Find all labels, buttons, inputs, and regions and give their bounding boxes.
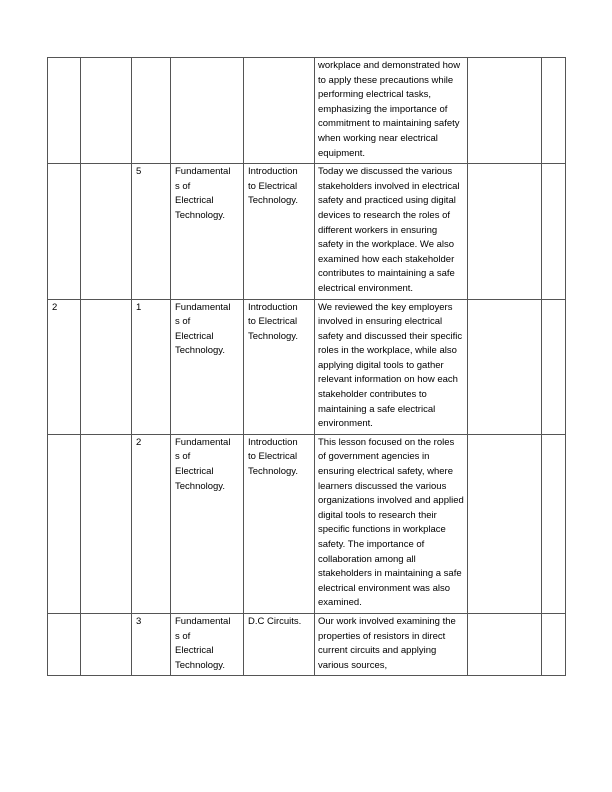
cell-empty [542,613,566,675]
cell-subject: Fundamentals of Electrical Technology. [171,434,244,613]
cell-empty [81,299,132,434]
cell-subject: Fundamentals of Electrical Technology. [171,164,244,299]
cell-lesson-number: 2 [132,434,171,613]
table-row [48,58,566,164]
cell-summary: This lesson focused on the roles of government agencies in ensuring electrical safety, where learners discussed the various organizations involved and applied digital tools to research their specific functions in workplace safety. The importance of collaboration among all stakeholders in maintaining a safe electrical environment was also examined. [315,434,468,613]
cell-week [48,613,81,675]
cell-empty [468,299,542,434]
table-row [48,613,566,675]
table-row [48,434,566,613]
cell-subject: Fundamentals of Electrical Technology. [171,299,244,434]
cell-week: 2 [48,299,81,434]
cell-topic: D.C Circuits. [244,613,315,675]
cell-topic: Introduction to Electrical Technology. [244,434,315,613]
cell-summary: Today we discussed the various stakeholders involved in electrical safety and practiced using digital devices to research the roles of different workers in ensuring safety in the workplace. We also examined how each stakeholder contributes to maintaining a safe electrical environment. [315,164,468,299]
cell-empty [468,164,542,299]
cell-empty [542,299,566,434]
cell-week [48,164,81,299]
cell-topic [244,58,315,164]
cell-empty [468,58,542,164]
cell-empty [81,164,132,299]
cell-lesson-number: 3 [132,613,171,675]
lesson-log-table-body [48,58,566,676]
cell-empty [542,164,566,299]
cell-week [48,58,81,164]
cell-subject: Fundamentals of Electrical Technology. [171,613,244,675]
cell-empty [468,434,542,613]
cell-empty [542,434,566,613]
cell-empty [81,58,132,164]
cell-week [48,434,81,613]
cell-topic: Introduction to Electrical Technology. [244,164,315,299]
cell-summary: workplace and demonstrated how to apply these precautions while performing electrical tasks, emphasizing the importance of commitment to maintaining safety when working near electrical equipment. [315,58,468,164]
cell-summary: Our work involved examining the properties of resistors in direct current circuits and applying various sources, [315,613,468,675]
table-row [48,299,566,434]
cell-lesson-number: 1 [132,299,171,434]
cell-lesson-number: 5 [132,164,171,299]
cell-subject [171,58,244,164]
cell-empty [81,613,132,675]
cell-empty [468,613,542,675]
lesson-log-table [47,57,566,676]
cell-summary: We reviewed the key employers involved in ensuring electrical safety and discussed their specific roles in the workplace, while also applying digital tools to gather relevant information on how each stakeholder contributes to maintaining a safe electrical environment. [315,299,468,434]
cell-lesson-number [132,58,171,164]
table-row [48,164,566,299]
cell-empty [81,434,132,613]
cell-empty [542,58,566,164]
cell-topic: Introduction to Electrical Technology. [244,299,315,434]
